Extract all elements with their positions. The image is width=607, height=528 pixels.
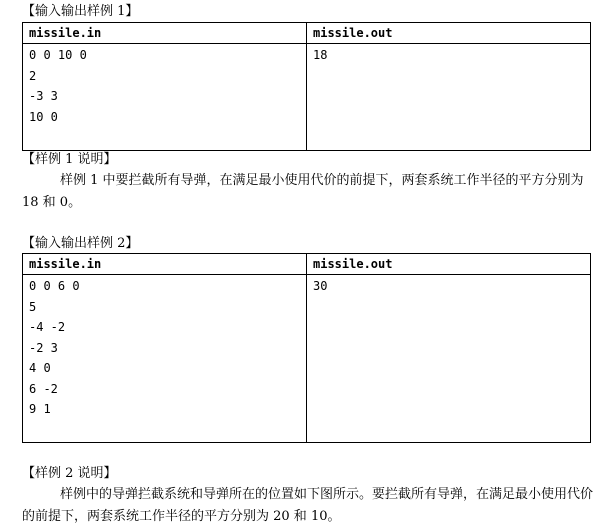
sample1-input-header: missile.in: [23, 23, 307, 44]
explain2-text: 样例中的导弹拦截系统和导弹所在的位置如下图所示。要拦截所有导弹，在满足最小使用代价的前提下，两套系统工作半径的平方分别为 20 和 10。: [22, 487, 594, 524]
explain2-heading: 【样例 2 说明】: [22, 466, 117, 481]
sample2-input-header: missile.in: [23, 254, 307, 275]
sample1-table: [22, 22, 591, 151]
input-line: 9 1: [29, 402, 51, 416]
explain1-text: 样例 1 中要拦截所有导弹，在满足最小使用代价的前提下，两套系统工作半径的平方分别为 18 和 0。: [22, 173, 584, 210]
sample1-output-cell: [307, 44, 591, 151]
sample2-output-cell: [307, 275, 591, 443]
sample1-input-cell: [23, 44, 307, 151]
explain1-heading: 【样例 1 说明】: [22, 152, 117, 167]
output-line: 30: [313, 279, 328, 293]
explain2-text-block: [22, 484, 597, 528]
input-line: -3 3: [29, 89, 58, 103]
explain1-text-block: [22, 170, 597, 214]
input-line: 5: [29, 299, 37, 314]
input-line: 6 -2: [29, 381, 58, 396]
sample2-output-header: missile.out: [307, 254, 591, 275]
sample2-heading: 【输入输出样例 2】: [22, 236, 139, 251]
sample1-heading: 【输入输出样例 1】: [22, 4, 139, 19]
sample1-output-header: missile.out: [307, 23, 591, 44]
output-line: 18: [313, 48, 328, 62]
input-line: -4 -2: [29, 320, 66, 334]
input-line: 0 0 6 0: [29, 279, 80, 293]
input-line: 2: [29, 68, 37, 83]
input-line: 10 0: [29, 109, 58, 124]
input-line: -2 3: [29, 340, 58, 355]
sample2-input-cell: [23, 275, 307, 443]
input-line: 4 0: [29, 361, 51, 375]
input-line: 0 0 10 0: [29, 48, 87, 62]
sample2-table: [22, 253, 591, 443]
